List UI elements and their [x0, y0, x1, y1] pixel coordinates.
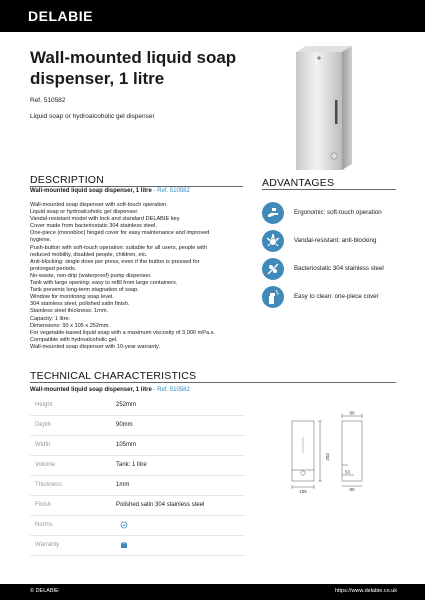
- warranty-icon: [120, 541, 128, 549]
- description-heading: DESCRIPTION: [30, 174, 104, 186]
- technical-drawing: [280, 410, 380, 495]
- table-row: [30, 456, 245, 476]
- top-bar: [0, 0, 425, 32]
- vandal-resistant-icon: [262, 230, 284, 252]
- description-line: Liquid soap or hydroalcoholic gel dispenser.: [30, 209, 139, 216]
- footer: [0, 584, 425, 600]
- table-row: [30, 536, 245, 556]
- description-ref: - Ref. 510582: [153, 188, 190, 194]
- table-row: [30, 416, 245, 436]
- technical-rule: [30, 382, 396, 383]
- description-line: Anti-blocking: single dose per press, even if the button is pressed for: [30, 258, 200, 265]
- spec-label: Thickness: [35, 482, 63, 488]
- description-line: reduced mobility, disabled people, children, etc.: [30, 251, 148, 258]
- spec-value: 252mm: [116, 402, 137, 408]
- description-line: Tank with large opening: easy to refill from large containers.: [30, 280, 178, 287]
- advantage-label: Easy to clean: one-piece cover: [294, 293, 379, 300]
- dim-label: 252: [325, 453, 330, 461]
- description-line: Tank prevents long-term stagnation of soap.: [30, 287, 139, 294]
- description-line: Push-button with soft-touch operation: suitable for all users, people with: [30, 244, 207, 251]
- table-row: [30, 476, 245, 496]
- description-product-line: [30, 188, 190, 194]
- spec-value: 105mm: [116, 442, 137, 448]
- description-line: Vandal-resistant model with lock and standard DELABIE key.: [30, 216, 181, 223]
- description-line: No-waste, non-drip (waterproof) pump dispenser.: [30, 272, 152, 279]
- description-line: Cover made from bacteriostatic 304 stainless steel.: [30, 223, 157, 230]
- footer-copyright: © DELABIE: [30, 588, 59, 594]
- description-line: Wall-mounted soap dispenser with 10-year warranty.: [30, 343, 160, 350]
- spec-label: Norms: [35, 522, 53, 528]
- advantages-rule: [262, 189, 396, 190]
- technical-heading: TECHNICAL CHARACTERISTICS: [30, 370, 197, 382]
- technical-ref: - Ref. 510582: [153, 387, 190, 393]
- description-product-name: Wall-mounted liquid soap dispenser, 1 litre: [30, 188, 152, 194]
- spec-label: Finish: [35, 502, 52, 508]
- description-line: Wall-mounted soap dispenser with soft-touch operation.: [30, 202, 168, 208]
- advantage-label: Ergonomic: soft-touch operation: [294, 209, 382, 216]
- technical-product-line: [30, 387, 190, 393]
- description-line: Dimensions: 90 x 105 x 252mm.: [30, 322, 110, 329]
- description-rule: [30, 186, 243, 187]
- dim-label: 90: [349, 410, 355, 416]
- spec-label: Height: [35, 402, 53, 408]
- spec-value: Tank: 1 litre: [116, 462, 147, 468]
- footer-website-link[interactable]: https://www.delabie.co.uk: [334, 588, 397, 594]
- spec-value: Polished satin 304 stainless steel: [116, 502, 205, 508]
- dim-label: 90: [349, 487, 355, 492]
- spec-label: Width: [35, 442, 51, 448]
- description-line: Compatible with hydroalcoholic gel.: [30, 336, 118, 343]
- table-row: [30, 496, 245, 516]
- table-row: [30, 396, 245, 416]
- advantage-label: Bacteriostatic 304 stainless steel: [294, 265, 384, 272]
- advantages-heading: ADVANTAGES: [262, 177, 335, 189]
- table-row: [30, 516, 245, 536]
- dim-label: 105: [299, 489, 307, 494]
- description-line: hygiene.: [30, 237, 52, 244]
- spec-label: Volume: [35, 462, 56, 468]
- spec-value: 90mm: [116, 422, 133, 428]
- description-line: prolonged periods.: [30, 265, 77, 272]
- spec-label: Warranty: [35, 542, 60, 548]
- description-line: Stainless steel thickness: 1mm.: [30, 308, 109, 315]
- technical-product-name: Wall-mounted liquid soap dispenser, 1 litre: [30, 387, 152, 393]
- description-line: One-piece (monobloc) hinged cover for easy maintenance and improved: [30, 230, 210, 237]
- spec-label: Depth: [35, 422, 52, 428]
- spec-value: 1mm: [116, 482, 130, 488]
- advantage-label: Vandal-resistant: anti-blocking: [294, 237, 377, 244]
- description-text: [30, 202, 240, 351]
- norms-icon: [120, 521, 128, 529]
- description-line: Capacity: 1 litre.: [30, 315, 71, 322]
- page-title: Wall-mounted liquid soap dispenser, 1 litre: [30, 48, 237, 88]
- product-subtitle: Liquid soap or hydroalcoholic gel dispenser: [30, 113, 155, 120]
- bacteria-cross-icon: [262, 258, 284, 280]
- table-row: [30, 436, 245, 456]
- description-line: Window for monitoring soap level.: [30, 294, 114, 301]
- product-ref: Ref. 510582: [30, 97, 66, 104]
- dim-label: 53: [345, 469, 351, 475]
- hand-press-icon: [262, 202, 284, 224]
- spray-icon: [262, 286, 284, 308]
- product-image: [286, 44, 366, 174]
- brand-logo: DELABIE: [28, 8, 93, 24]
- description-line: For vegetable-based liquid soap with a maximum viscosity of 3,000 mPa.s.: [30, 329, 215, 336]
- description-line: 304 stainless steel, polished satin finish.: [30, 301, 130, 308]
